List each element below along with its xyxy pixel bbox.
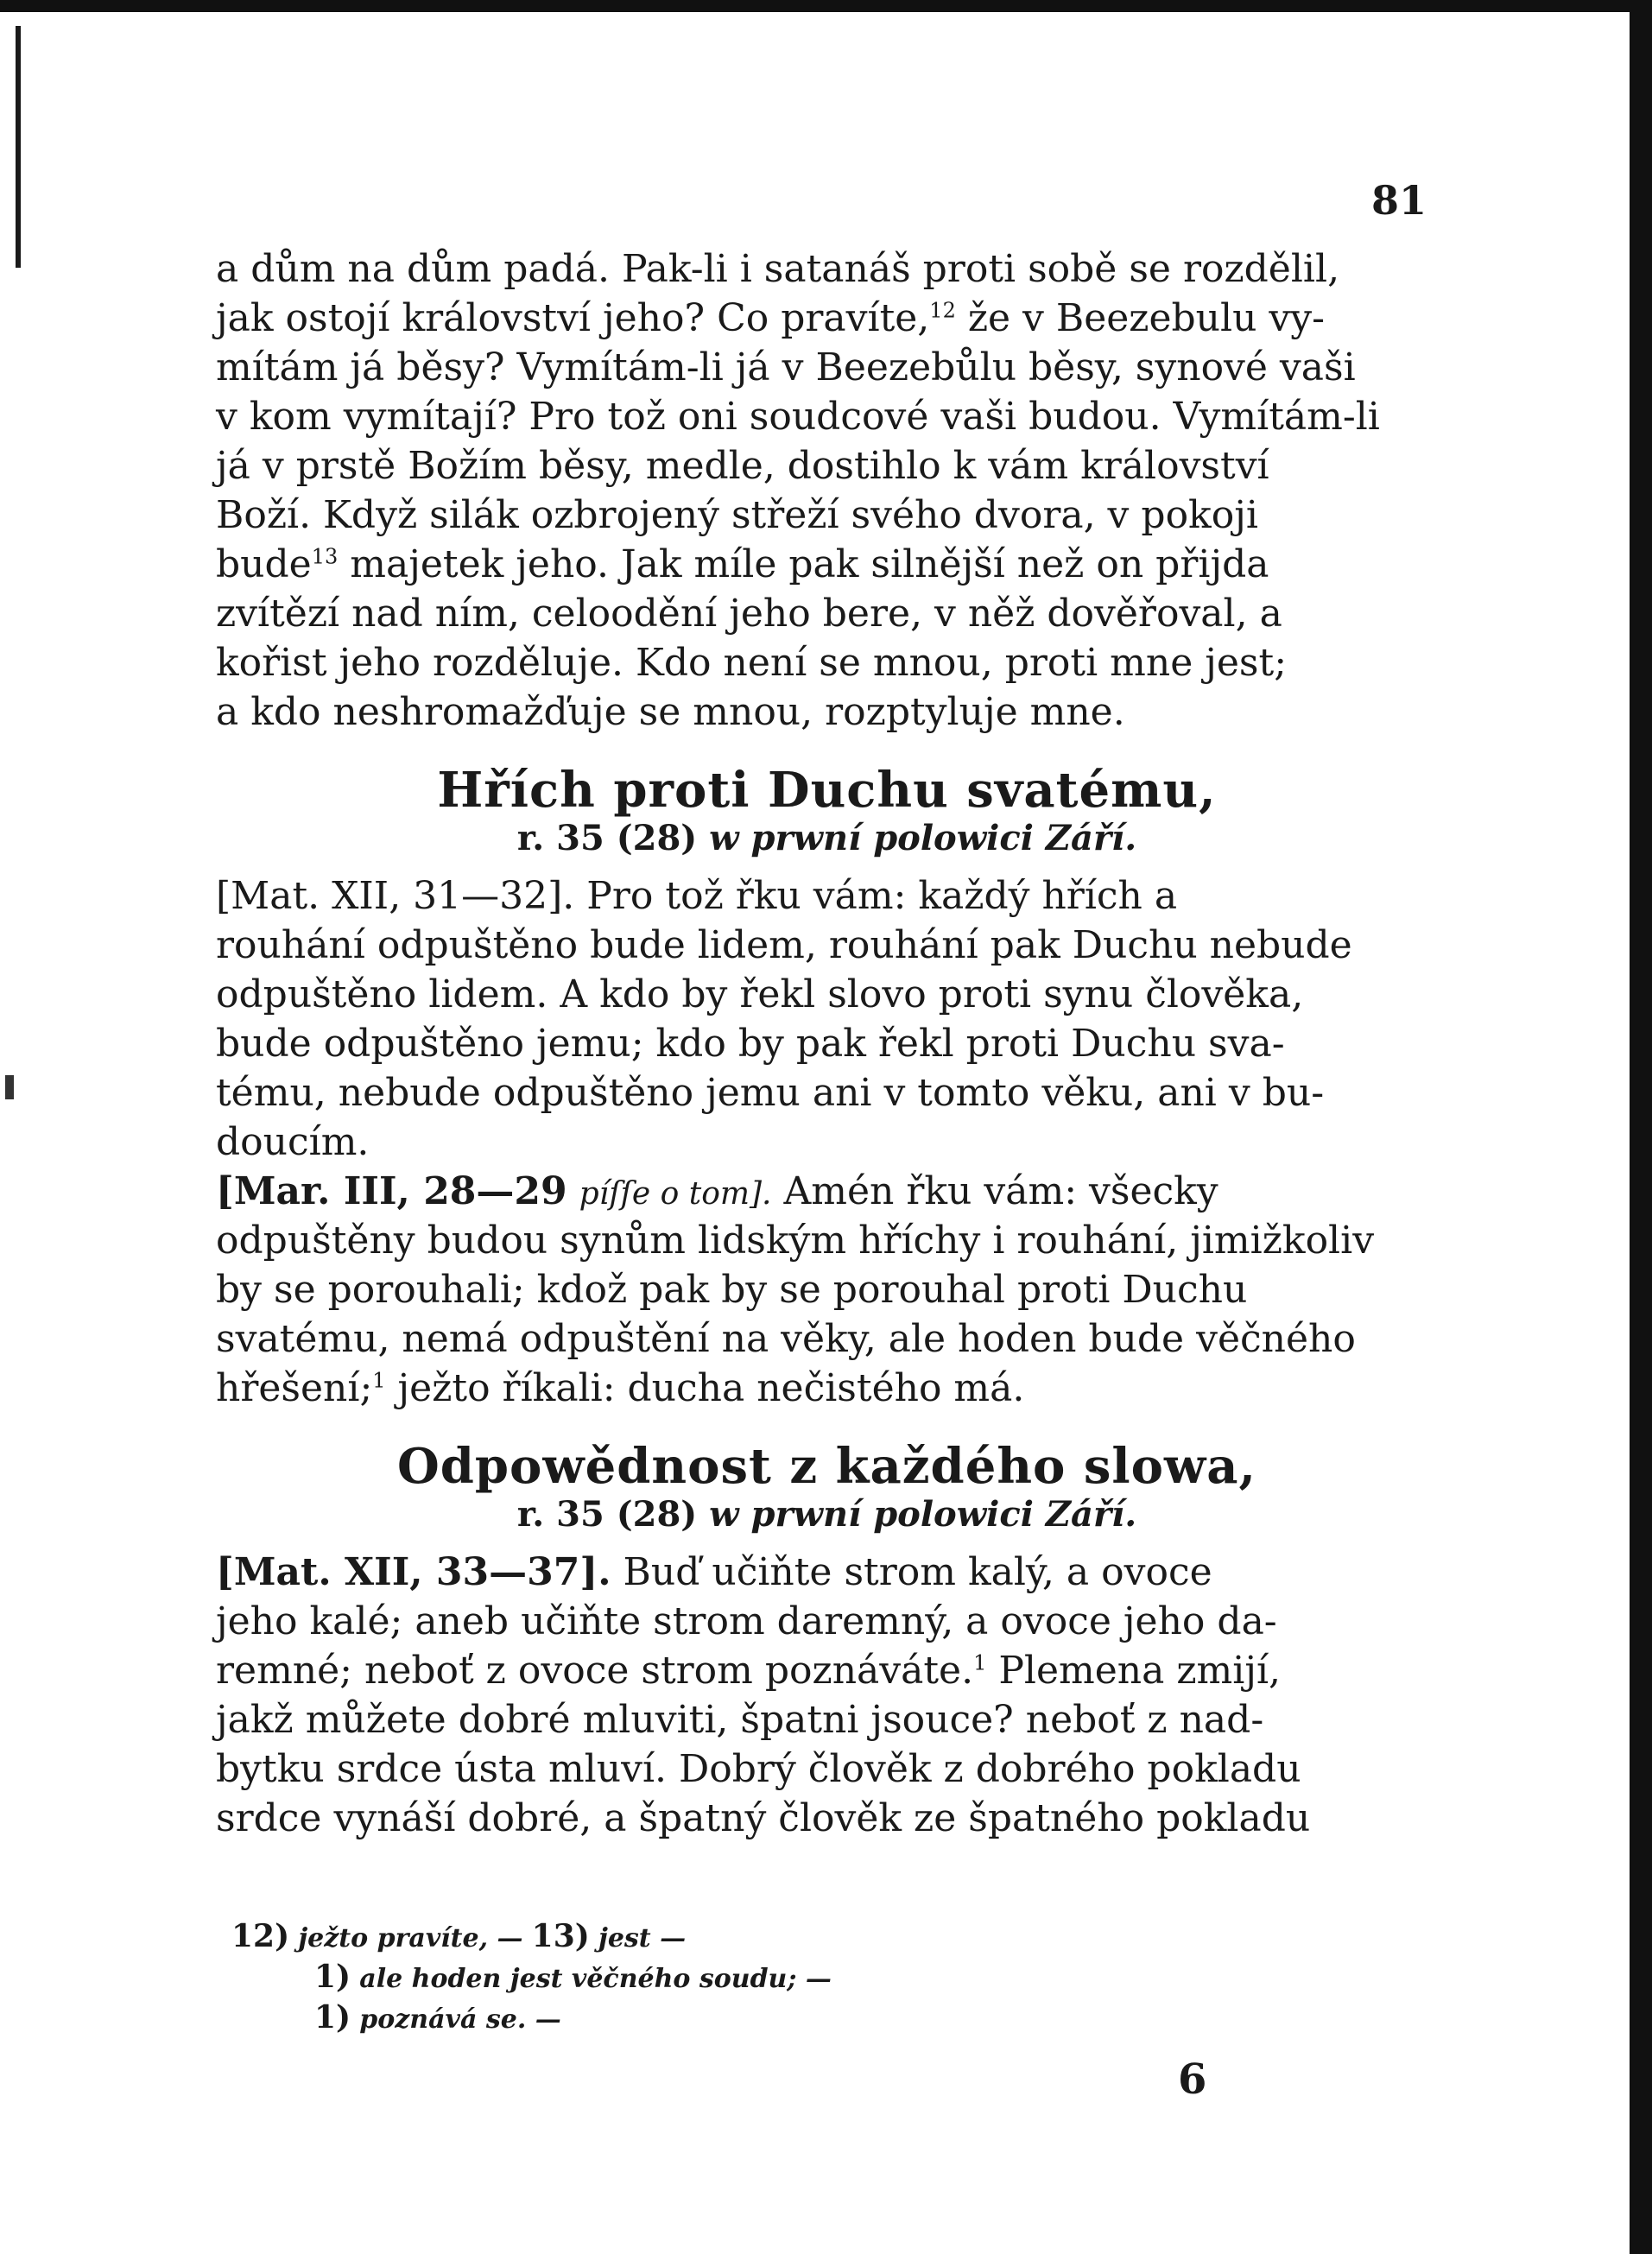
text-line: jakž můžete dobré mluviti, špatni jsouce? neboť z nad- <box>216 1698 1264 1742</box>
paragraph-2 <box>216 871 1438 1167</box>
footnote-ref-13: 13 <box>311 544 339 569</box>
text-line: [Mar. III, 28—29 píſſe o tom]. Amén řku vám: všecky <box>216 1169 1218 1213</box>
signature-mark: 6 <box>1178 2055 1207 2104</box>
text-line: [Mat. XII, 33—37]. Buď učiňte strom kalý, a ovoce <box>216 1550 1212 1594</box>
text-line: remné; neboť z ovoce strom poznáváte.$^1$ Plemena zmijí, <box>216 1649 1282 1693</box>
section-heading-1: Hřích proti Duchu svatému, <box>437 762 1217 819</box>
footnote-1a: 1) ale hoden jest věčného soudu; — <box>314 1959 832 1995</box>
text-line: odpuštěny budou synům lidským hříchy i rouhání, jimižkoliv <box>216 1219 1375 1263</box>
page-number: 81 <box>1371 177 1427 224</box>
bible-reference: [Mar. III, 28—29 <box>216 1169 567 1213</box>
scan-frame-left-tick <box>5 1075 14 1099</box>
text-line: svatému, nemá odpuštění na věky, ale hoden bude věčného <box>216 1317 1356 1361</box>
scan-frame-top <box>0 0 1652 12</box>
section-subheading-2: r. 35 (28) w prwní polowici Září. <box>516 1494 1137 1535</box>
text-line: by se porouhali; kdož pak by se porouhal proti Duchu <box>216 1268 1248 1312</box>
text-line: rouhání odpuštěno bude lidem, rouhání pak Duchu nebude <box>216 923 1352 967</box>
footnote-ref-1: 1 <box>372 1368 386 1393</box>
scan-frame-left-line <box>16 26 21 268</box>
text-line: bude odpuštěno jemu; kdo by pak řekl proti Duchu sva- <box>216 1022 1285 1066</box>
text-line: [Mat. XII, 31—32]. Pro tož řku vám: každý hřích a <box>216 874 1178 918</box>
text-line: jeho kalé; aneb učiňte strom daremný, a ovoce jeho da- <box>216 1599 1277 1643</box>
text-line: Boží. Když silák ozbrojený střeží svého dvora, v pokoji <box>216 493 1258 537</box>
footnote-1b: 1) poznává se. — <box>314 1999 561 2036</box>
paragraph-1 <box>216 244 1438 737</box>
footnotes <box>231 1917 832 2039</box>
text-line: doucím. <box>216 1120 370 1164</box>
text-line: a kdo neshromažďuje se mnou, rozptyluje mne. <box>216 690 1125 734</box>
scan-frame-right <box>1630 0 1652 2254</box>
footnote-12-13: 12) ježto pravíte, — 13) jest — <box>231 1918 687 1954</box>
paragraph-4 <box>216 1548 1438 1843</box>
text-line: srdce vynáší dobré, a špatný člověk ze špatného pokladu <box>216 1796 1311 1840</box>
text-line: odpuštěno lidem. A kdo by řekl slovo proti synu člověka, <box>216 972 1304 1016</box>
section-subheading-1: r. 35 (28) w prwní polowici Září. <box>516 818 1137 858</box>
text-line: já v prstě Božím běsy, medle, dostihlo k vám království <box>216 444 1269 488</box>
bible-reference: [Mat. XII, 33—37]. <box>216 1550 611 1594</box>
text-line: a dům na dům padá. Pak-li i satanáš proti sobě se rozdělil, <box>216 247 1340 291</box>
section-heading-2: Odpowědnost z každého slowa, <box>396 1438 1257 1495</box>
text-line: zvítězí nad ním, celoodění jeho bere, v něž dověřoval, a <box>216 592 1282 636</box>
footnote-ref-12: 12 <box>929 298 956 323</box>
text-line: bude$^{13}$ majetek jeho. Jak míle pak silnější než on přijda <box>216 542 1269 586</box>
paragraph-3 <box>216 1167 1438 1413</box>
text-line: mítám já běsy? Vymítám-li já v Beezebůlu běsy, synové vaši <box>216 345 1356 389</box>
text-line: tému, nebude odpuštěno jemu ani v tomto věku, ani v bu- <box>216 1071 1325 1115</box>
text-line: jak ostojí království jeho? Co pravíte,$^{12}$ že v Beezebulu vy- <box>216 296 1325 340</box>
text-line: bytku srdce ústa mluví. Dobrý člověk z dobrého pokladu <box>216 1747 1301 1791</box>
text-line: v kom vymítají? Pro tož oni soudcové vaši budou. Vymítám-li <box>216 395 1380 439</box>
footnote-ref-1b: 1 <box>973 1650 987 1675</box>
text-line: hřešení;$^1$ ježto říkali: ducha nečistého má. <box>216 1366 1025 1410</box>
text-line: kořist jeho rozděluje. Kdo není se mnou, proti mne jest; <box>216 641 1288 685</box>
page-content <box>216 244 1438 1843</box>
